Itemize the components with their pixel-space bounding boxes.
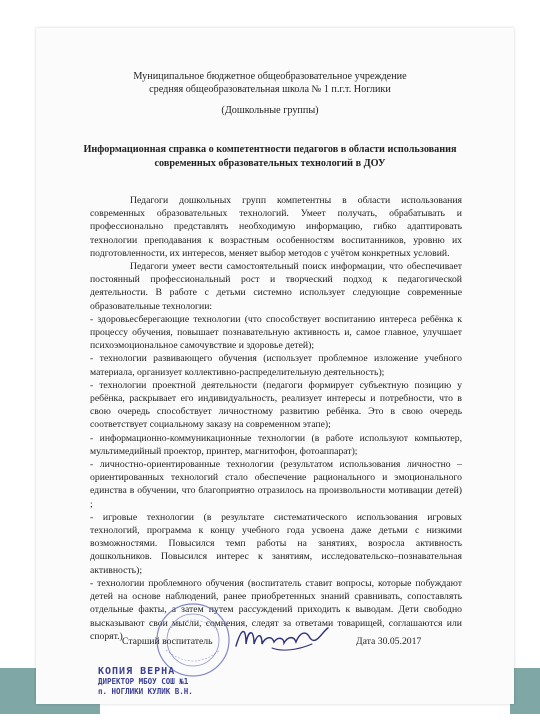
- handwritten-signature-icon: [232, 618, 332, 658]
- signer-title: Старший воспитатель: [122, 636, 213, 647]
- list-item-project: - технологии проектной деятельности (педагоги формирует субъектную позицию у ребёнка, раскрывает его индивидуальность, реализует интересы и потребности, что в свою очередь способствует личностному развитию ребёнка. Это в свою очередь соответствует социальному заказу на современном этапе);: [90, 379, 462, 431]
- list-item-health: - здоровьесберегающие технологии (что способствует воспитанию интереса ребёнка к процессу обучения, повышает познавательную активность и, самое главное, улучшает психоэмоциональное самочувствие и здоровье детей);: [90, 313, 462, 352]
- list-item-ict: - информационно-коммуникационные технологии (в работе используют компьютер, мультимедийный проектор, принтер, магнитофон, фотоаппарат);: [90, 432, 462, 457]
- document-body: [90, 194, 462, 643]
- org-subtitle: (Дошкольные группы): [221, 105, 319, 116]
- document-title-line1: Информационная справка о компетентности педагогов в области использования: [83, 144, 457, 155]
- paragraph-methods: Педагоги умеет вести самостоятельный поиск информации, что обеспечивает постоянный профессиональный рост и творческий подход к педагогической деятельности. В работе с детьми системно использует следующие современные образовательные технологии:: [90, 261, 462, 312]
- paragraph-intro: Педагоги дошкольных групп компетентны в области использования современных образовательных технологий. Умеет получать, обрабатывать и профессионально представлять необходимую информацию, гибко адаптировать технологии преподавания к возрастным особенностям воспитанников, уровню их подготовленности, их интересов, меняет выбор методов с учётом конкретных условий.: [90, 195, 462, 259]
- org-name-line2: средняя общеобразовательная школа № 1 п.г.т. Ноглики: [149, 84, 391, 95]
- document-title-line2: современных образовательных технологий в ДОУ: [154, 158, 386, 169]
- org-name-line1: Муниципальное бюджетное общеобразовательное учреждение: [133, 71, 407, 82]
- list-item-developmental: - технологии развивающего обучения (использует проблемное изложение учебного материала, организует коллективно-распределительную деятельность);: [90, 353, 462, 378]
- slide-accent-bar-right: [510, 668, 540, 714]
- slide-top-margin: [0, 0, 540, 22]
- document-date: Дата 30.05.2017: [356, 636, 422, 647]
- copy-certified-stamp: [98, 666, 193, 697]
- list-item-games: - игровые технологии (в результате систематического использования игровых технологий, программа к концу учебного года усвоена даже детьми с низкими возможностями. Повысился темп работы на занятиях, возросла активность дошкольников. Повысился интерес к занятиям, исследовательско–познавательная активность);: [90, 511, 462, 576]
- stamp-line1: КОПИЯ ВЕРНА: [98, 666, 176, 677]
- stamp-line2: ДИРЕКТОР МБОУ СОШ №1: [98, 677, 189, 686]
- list-item-personal: - личностно-ориентированные технологии (результатом использования личностно – ориентированных технологий стало обеспечение рационального и эмоционального единства в обучении, что благоприятно отразилось на произвольности мотивации детей) ;: [90, 459, 462, 510]
- list-item-problem: - технологии проблемного обучения (воспитатель ставит вопросы, которые побуждают детей на основе наблюдений, ранее приобретенных знаний сравнивать, сопоставлять отдельные факты, а затем путем рассуждений приходить к выводам. Дети свободно высказывают свои мысли, сомнения, следят за ответами товарищей, соглашаются или спорят.): [90, 577, 462, 642]
- stamp-line3: п. НОГЛИКИ КУЛИК В.Н.: [98, 687, 193, 696]
